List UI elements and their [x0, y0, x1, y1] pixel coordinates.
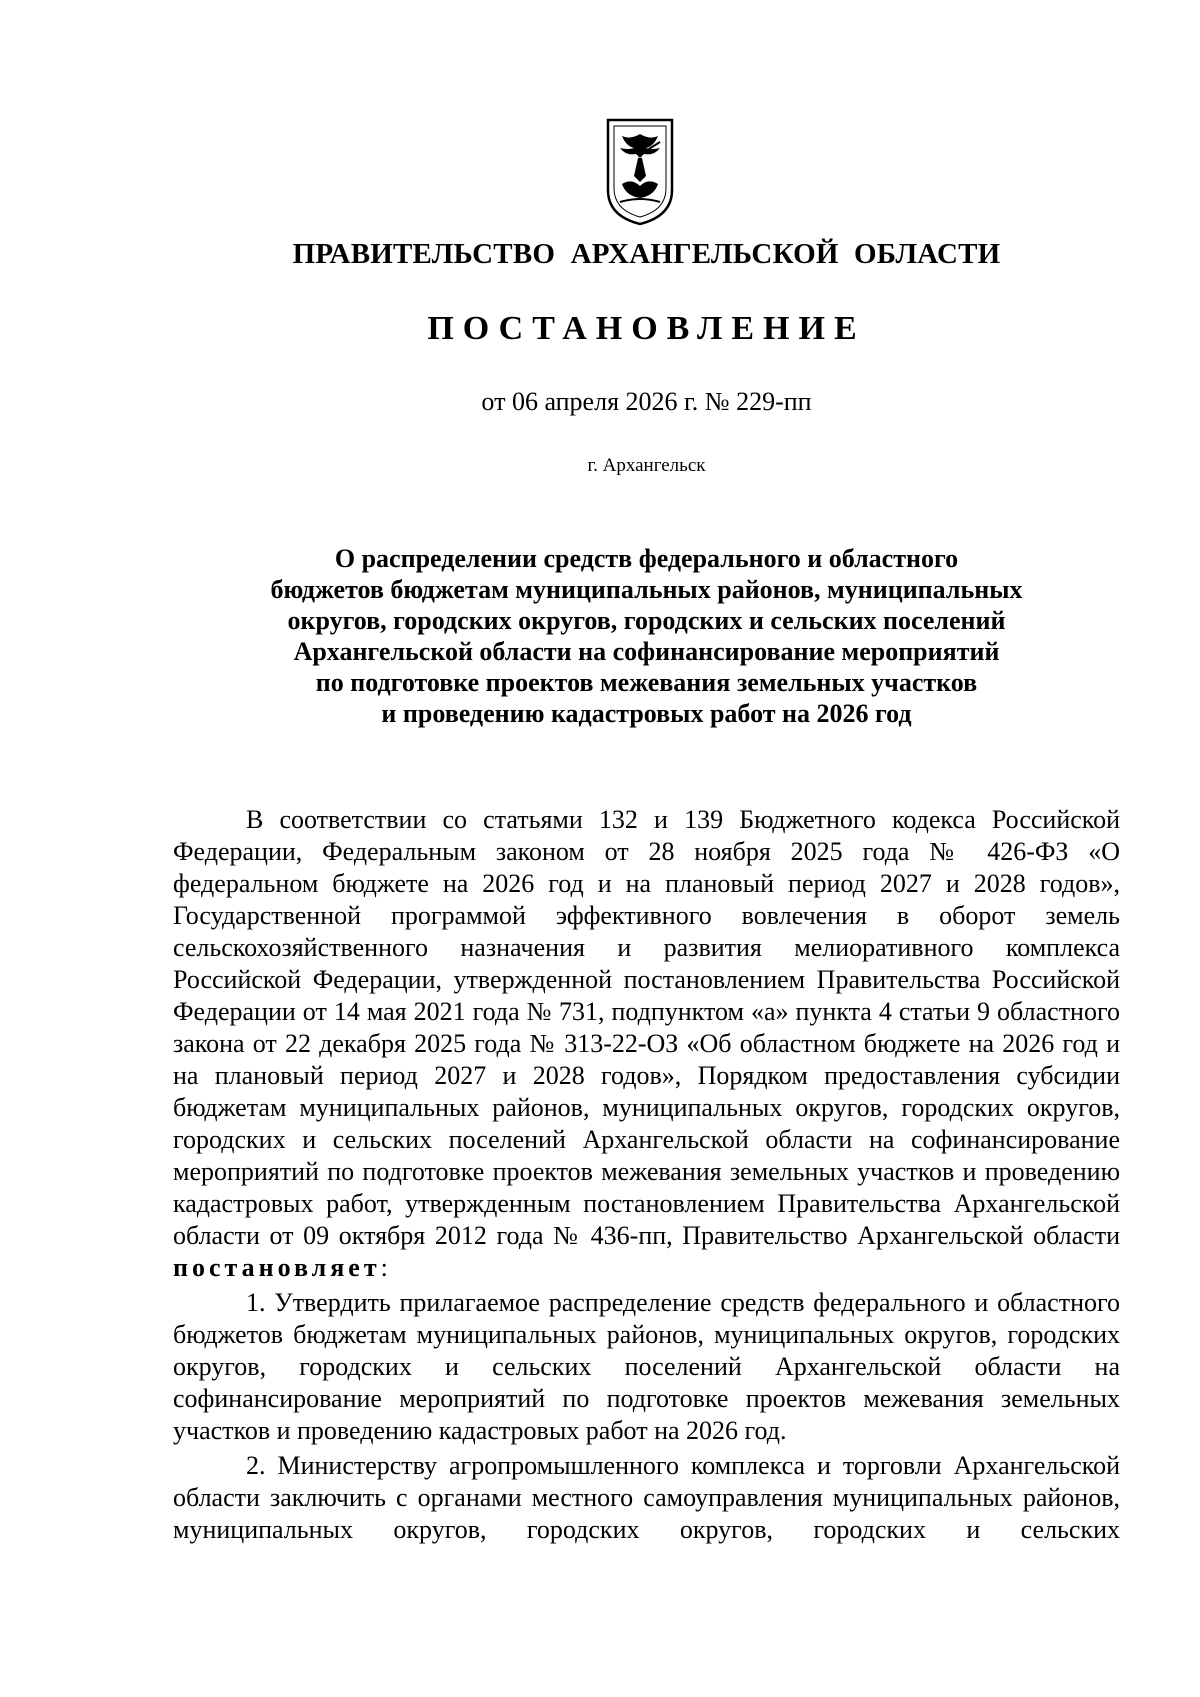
- document-city: г. Архангельск: [587, 455, 706, 476]
- resolves-colon: :: [380, 1253, 388, 1282]
- preamble-text: В соответствии со статьями 132 и 139 Бюджетного кодекса Российской Федерации, Федеральным законом от 28 ноября 2025 года № 426-ФЗ «О федеральном бюджете на 2026 год и на плановый период 2027 и 2028 годов», Государственной программой эффективного вовлечения в оборот земель сельскохозяйственного назначения и развития мелиоративного комплекса Российской Федерации, утвержденной постановлением Правительства Российской Федерации от 14 мая 2021 года № 731, подпунктом «а» пункта 4 статьи 9 областного закона от 22 декабря 2025 года № 313-22-ОЗ «Об областном бюджете на 2026 год и на плановый период 2027 и 2028 годов», Порядком предоставления субсидии бюджетам муниципальных районов, муниципальных округов, городских округов, городских и сельских поселений Архангельской области на софинансирование мероприятий по подготовке проектов межевания земельных участков и проведению кадастровых работ, утвержденным постановлением Правительства Архангельской области от 09 октября 2012 года № 436-пп, Правительство Архангельской области: [173, 805, 1120, 1250]
- title-line: бюджетов бюджетам муниципальных районов, муниципальных: [270, 575, 1023, 604]
- title-line: округов, городских округов, городских и сельских поселений: [287, 606, 1006, 635]
- document-type: ПОСТАНОВЛЕНИЕ: [427, 310, 866, 347]
- title-line: О распределении средств федерального и областного: [334, 544, 959, 573]
- title-line: Архангельской области на софинансирование мероприятий: [293, 637, 1000, 666]
- preamble-paragraph: [173, 804, 1120, 1284]
- title-line: и проведению кадастровых работ на 2026 год: [381, 699, 912, 728]
- coat-of-arms-emblem: [600, 112, 680, 226]
- document-title: [200, 543, 1093, 729]
- government-name: ПРАВИТЕЛЬСТВО АРХАНГЕЛЬСКОЙ ОБЛАСТИ: [292, 238, 1001, 270]
- title-line: по подготовке проектов межевания земельных участков: [315, 668, 978, 697]
- document-body: [173, 804, 1120, 1546]
- document-date-number: от 06 апреля 2026 г. № 229-пп: [481, 387, 812, 416]
- resolution-item: 1. Утвердить прилагаемое распределение средств федерального и областного бюджетов бюджетам муниципальных районов, муниципальных округов, городских округов, городских и сельских поселений Архангельской области на софинансирование мероприятий по подготовке проектов межевания земельных участков и проведению кадастровых работ на 2026 год.: [173, 1288, 1120, 1445]
- resolution-item: 2. Министерству агропромышленного комплекса и торговли Архангельской области заключить с органами местного самоуправления муниципальных районов, муниципальных округов, городских округов, городских и сельских: [173, 1451, 1120, 1544]
- resolves-word: постановляет: [173, 1253, 381, 1282]
